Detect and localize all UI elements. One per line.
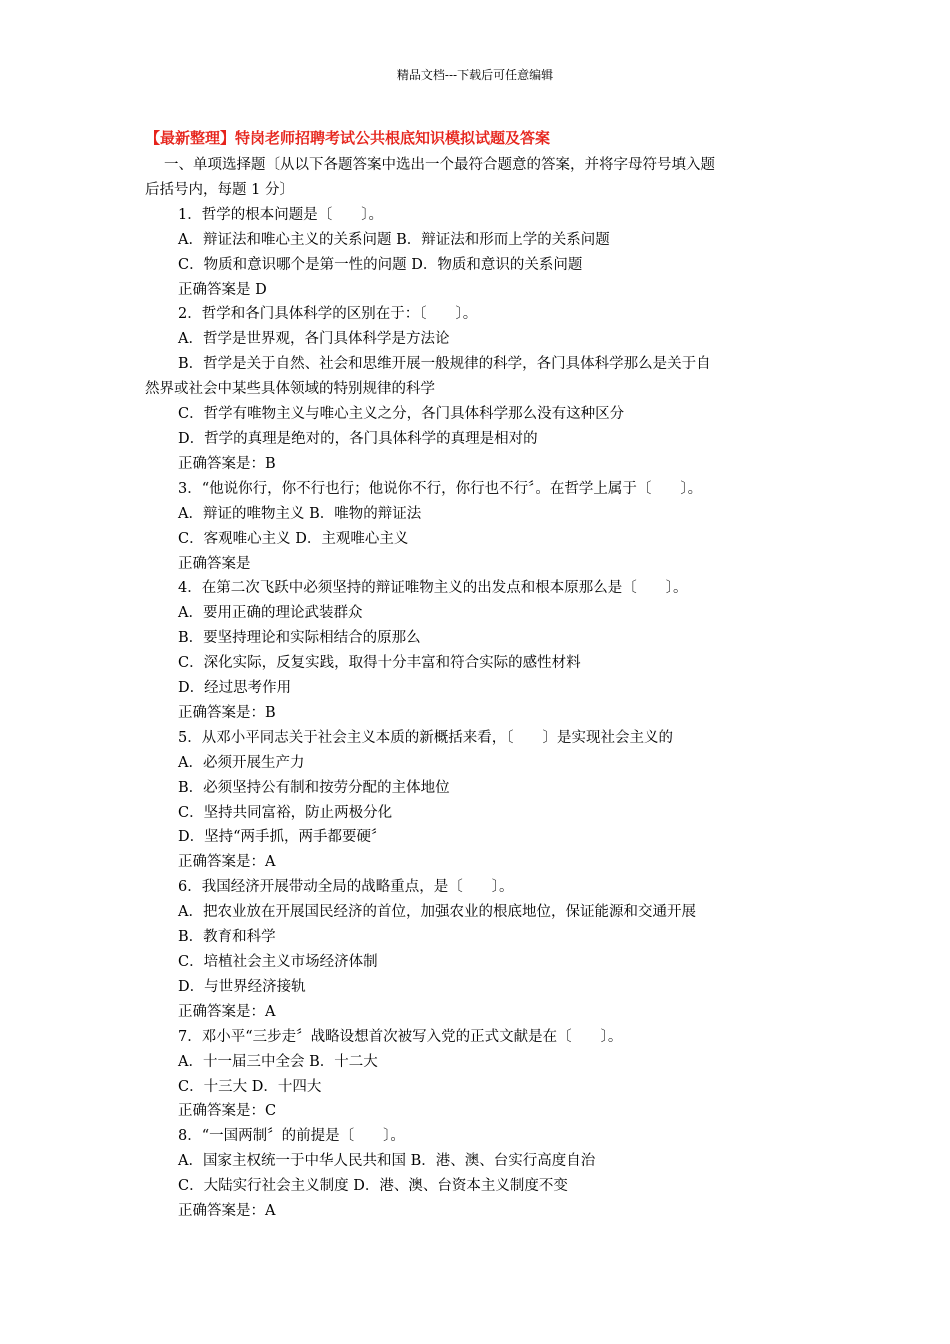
text-line: A．国家主权统一于中华人民共和国 B．港、澳、台实行高度自治 [178,1153,596,1170]
document-body [145,153,815,1224]
text-line: C．大陆实行社会主义制度 D．港、澳、台资本主义制度不变 [178,1178,568,1195]
text-line: 7．邓小平“三步走〞战略设想首次被写入党的正式文献是在〔 〕。 [178,1028,623,1045]
page-header: 精品文档---下载后可任意编辑 [396,68,554,82]
text-line: D．与世界经济接轨 [178,978,306,995]
text-line: A．要用正确的理论武装群众 [178,605,363,622]
text-line: B．哲学是关于自然、社会和思维开展一般规律的科学，各门具体科学那么是关于自 [178,356,711,373]
text-line: C．培植社会主义市场经济体制 [178,954,378,970]
text-line: C．物质和意识哪个是第一性的问题 D．物质和意识的关系问题 [178,256,583,273]
text-line: A．把农业放在开展国民经济的首位，加强农业的根底地位，保证能源和交通开展 [178,904,696,921]
text-line: C．深化实际，反复实践，取得十分丰富和符合实际的感性材料 [178,655,581,672]
text-line: 4．在第二次飞跃中必须坚持的辩证唯物主义的出发点和根本原那么是〔 〕。 [178,580,688,597]
text-line: C．客观唯心主义 D．主观唯心主义 [178,530,409,547]
text-line: B．教育和科学 [178,929,276,946]
text-line: 正确答案是：A [178,1003,276,1020]
text-line: B．要坚持理论和实际相结合的原那么 [178,630,421,647]
text-line: 8．“一国两制〞的前提是〔 〕。 [178,1128,405,1145]
text-line: 正确答案是 D [178,281,267,298]
text-line: 一、单项选择题〔从以下各题答案中选出一个最符合题意的答案，并将字母符号填入题 [164,157,715,173]
text-line: A．十一届三中全会 B．十二大 [178,1053,378,1070]
text-line: C．坚持共同富裕，防止两极分化 [178,804,393,821]
document-title: 【最新整理】特岗老师招聘考试公共根底知识模拟试题及答案 [145,129,551,147]
text-line: A．必须开展生产力 [178,754,305,771]
text-line: D．坚持“两手抓，两手都要硬〞 [178,829,386,846]
text-line: 正确答案是：B [178,704,276,721]
text-line: 正确答案是：B [178,455,276,472]
text-line: 然界或社会中某些具体领域的特别规律的科学 [145,381,435,398]
text-line: 正确答案是：A [178,854,276,871]
text-line: A．辩证的唯物主义 B．唯物的辩证法 [178,505,422,522]
text-line: 正确答案是 [178,555,251,572]
text-line: 1．哲学的根本问题是〔 〕。 [178,206,383,223]
text-line: A．哲学是世界观，各门具体科学是方法论 [178,331,450,348]
text-line: 5．从邓小平同志关于社会主义本质的新概括来看，〔 〕是实现社会主义的 [178,729,673,746]
text-line: 3．“他说你行，你不行也行；他说你不行，你行也不行〞。在哲学上属于〔 〕。 [178,480,703,497]
text-line: A．辩证法和唯心主义的关系问题 B．辩证法和形而上学的关系问题 [178,231,610,248]
text-line: C．哲学有唯物主义与唯心主义之分，各门具体科学那么没有这种区分 [178,406,625,423]
text-line: 正确答案是：A [178,1203,276,1220]
text-line: 6．我国经济开展带动全局的战略重点，是〔 〕。 [178,879,514,896]
text-line: 后括号内，每题 1 分〕 [145,181,294,198]
text-line: D．哲学的真理是绝对的，各门具体科学的真理是相对的 [178,430,538,447]
text-line: 2．哲学和各门具体科学的区别在于：〔 〕。 [178,306,478,323]
text-line: B．必须坚持公有制和按劳分配的主体地位 [178,779,450,796]
text-line: C．十三大 D．十四大 [178,1078,322,1095]
text-line: D．经过思考作用 [178,680,292,697]
text-line: 正确答案是：C [178,1103,277,1120]
